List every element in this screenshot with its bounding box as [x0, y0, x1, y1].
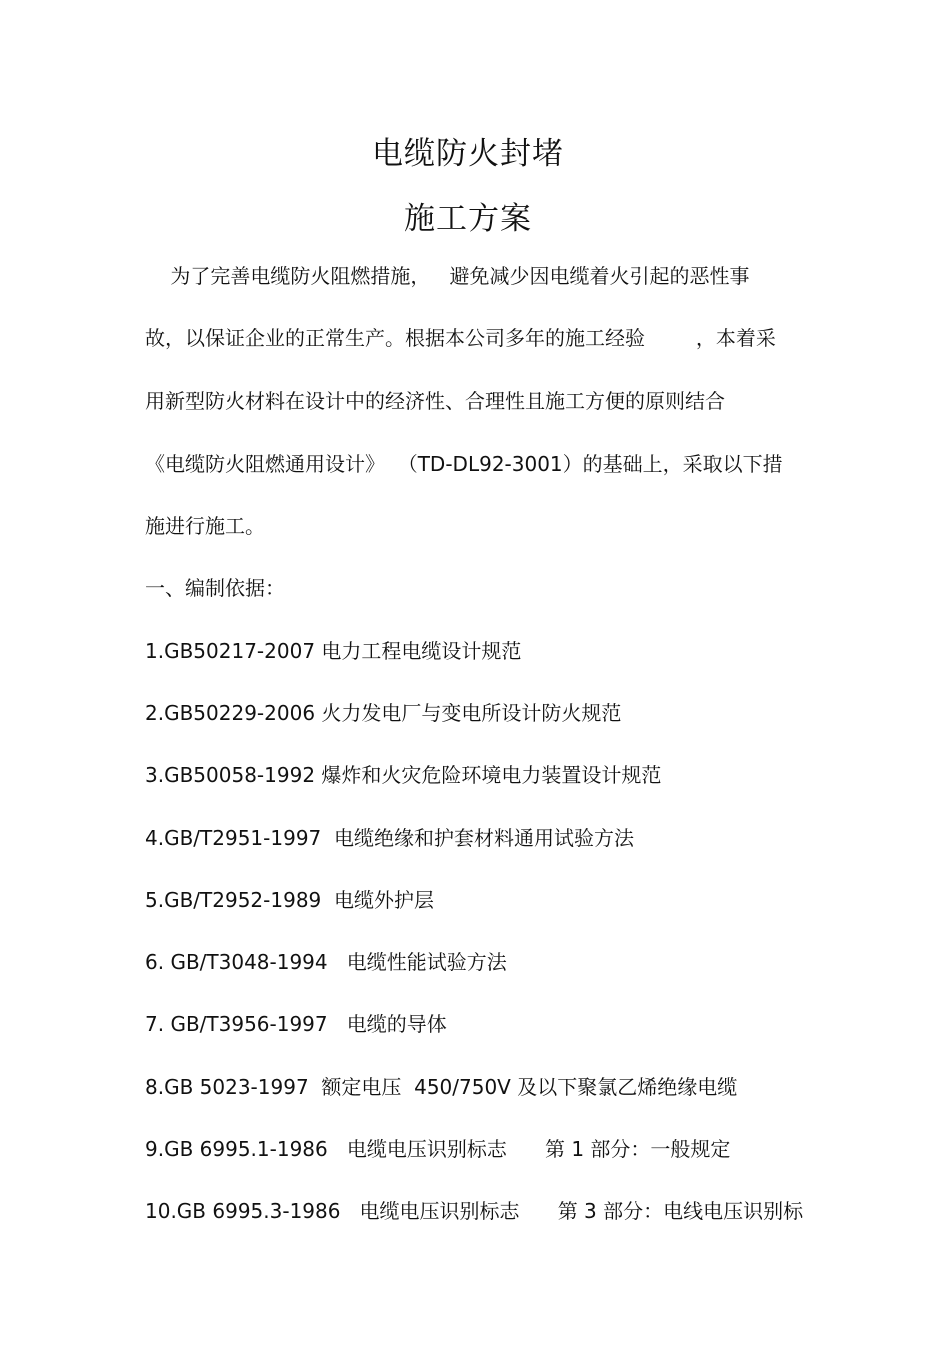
document-title-line1: 电缆防火封堵 — [372, 136, 564, 172]
intro-paragraph-line: 用新型防火材料在设计中的经济性、合理性且施工方便的原则结合 — [145, 389, 725, 413]
intro-paragraph-line: 故，以保证企业的正常生产。根据本公司多年的施工经验 ，本着采 — [145, 326, 776, 350]
reference-item: 9.GB 6995.1-1986 电缆电压识别标志 第 1 部分：一般规定 — [145, 1137, 731, 1161]
reference-item: 6. GB/T3048-1994 电缆性能试验方法 — [145, 950, 507, 974]
document-title-line2: 施工方案 — [404, 201, 532, 237]
reference-item: 5.GB/T2952-1989 电缆外护层 — [145, 888, 434, 912]
intro-paragraph-line: 《电缆防火阻燃通用设计》 （TD-DL92-3001）的基础上，采取以下措 — [145, 452, 783, 476]
reference-item: 3.GB50058-1992 爆炸和火灾危险环境电力装置设计规范 — [145, 763, 662, 787]
reference-item: 7. GB/T3956-1997 电缆的导体 — [145, 1012, 447, 1036]
reference-item: 4.GB/T2951-1997 电缆绝缘和护套材料通用试验方法 — [145, 826, 634, 850]
intro-paragraph-line: 为了完善电缆防火阻燃措施， 避免减少因电缆着火引起的恶性事 — [145, 264, 750, 288]
reference-item: 1.GB50217-2007 电力工程电缆设计规范 — [145, 639, 522, 663]
reference-item: 8.GB 5023-1997 额定电压 450/750V 及以下聚氯乙烯绝缘电缆 — [145, 1075, 738, 1099]
reference-item: 2.GB50229-2006 火力发电厂与变电所设计防火规范 — [145, 701, 622, 725]
reference-item: 10.GB 6995.3-1986 电缆电压识别标志 第 3 部分：电线电压识别标 — [145, 1199, 804, 1223]
section-heading: 一、编制依据： — [145, 576, 285, 600]
intro-paragraph-line: 施进行施工。 — [145, 514, 265, 538]
